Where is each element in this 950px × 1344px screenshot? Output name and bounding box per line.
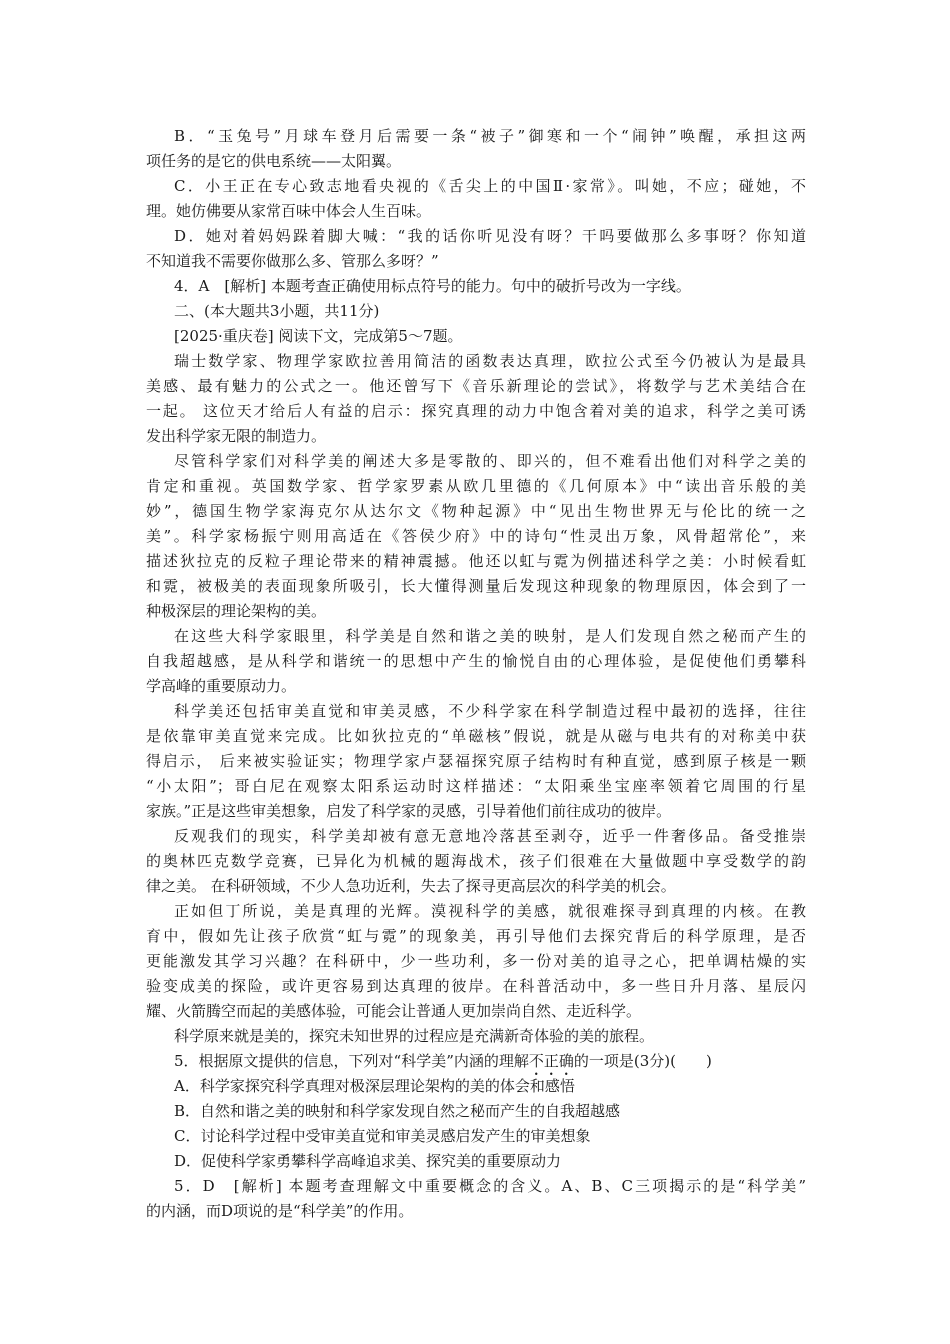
passage-p5-line-3: 律之美。 在科研领域，不少人急功近利，失去了探寻更高层次的科学美的机会。 [146, 877, 676, 895]
passage-p2-line-1: 尽管科学家们对科学美的阐述大多是零散的、即兴的，但不难看出他们对科学之美的 [174, 452, 806, 470]
passage-p6-line-4: 验变成美的探险，或许更容易到达真理的彼岸。在科普活动中，多一些日升月落、星辰闪 [146, 977, 806, 995]
option-b-line-1: B．“玉兔号”月球车登月后需要一条“被子”御寒和一个“闹钟”唤醒，承担这两 [174, 127, 806, 145]
option-b-line-2: 项任务的是它的供电系统——太阳翼。 [146, 152, 402, 170]
option-d-line-1: D．她对着妈妈跺着脚大喊：“我的话你听见没有呀？干吗要做那么多事呀？你知道 [174, 227, 806, 245]
option-c-line-1: C．小王正在专心致志地看央视的《舌尖上的中国Ⅱ·家常》。叫她，不应；碰她，不 [174, 177, 806, 195]
passage-p6-line-1: 正如但丁所说，美是真理的光辉。漠视科学的美感，就很难探寻到真理的内核。在教 [174, 902, 806, 920]
passage-p5-line-1: 反观我们的现实，科学美却被有意无意地冷落甚至剥夺，近乎一件奢侈品。备受推崇 [174, 827, 806, 845]
passage-p6-line-3: 更能激发其学习兴趣？在科研中，少一些功利，多一份对美的追寻之心，把单调枯燥的实 [146, 952, 806, 970]
passage-p2-line-3: 妙”，德国生物学家海克尔从达尔文《物种起源》中“见出生物世界无与伦比的统一之 [146, 502, 806, 520]
passage-p6-line-5: 耀、火箭腾空而起的美感体验，可能会让普通人更加崇尚自然、走近科学。 [146, 1002, 642, 1020]
option-c-line-2: 理。她仿佛要从家常百味中体会人生百味。 [146, 202, 432, 220]
passage-p3-line-1: 在这些大科学家眼里，科学美是自然和谐之美的映射，是人们发现自然之秘而产生的 [174, 627, 806, 645]
passage-p5-line-2: 的奥林匹克数学竞赛，已异化为机械的题海战术，孩子们很难在大量做题中享受数学的韵 [146, 852, 806, 870]
passage-p4-line-5: 家族。”正是这些审美想象，启发了科学家的灵感，引导着他们前往成功的彼岸。 [146, 802, 672, 820]
answer-4: 4．A [解析] 本题考查正确使用标点符号的能力。句中的破折号改为一字线。 [174, 277, 691, 295]
passage-p2-line-6: 和霓，被极美的表面现象所吸引，长大懂得测量后发现这种现象的物理原因，体会到了一 [146, 577, 806, 595]
option-d-line-2: 不知道我不需要你做那么多、管那么多呀？” [146, 252, 439, 270]
passage-p2-line-5: 描述狄拉克的反粒子理论带来的精神震撼。他还以虹与霓为例描述科学之美：小时候看虹 [146, 552, 806, 570]
question-5-emphasis: 不正确 [528, 1052, 574, 1070]
passage-p1-line-4: 发出科学家无限的制造力。 [146, 427, 327, 445]
question-5-tail: 的一项是(3分)( ) [573, 1052, 712, 1070]
answer-5-line-1: 5．D [解析] 本题考查理解文中重要概念的含义。A、B、C三项揭示的是“科学美” [174, 1177, 806, 1195]
question-5-option-d: D．促使科学家勇攀科学高峰追求美、探究美的重要原动力 [174, 1152, 562, 1170]
passage-p4-line-3: 得启示， 后来被实验证实；物理学家卢瑟福探究原子结构时有种直觉，感到原子核是一颗 [146, 752, 806, 770]
passage-p4-line-2: 是依靠审美直觉来完成。比如狄拉克的“单磁核”假说，就是从磁与电共有的对称美中获 [146, 727, 806, 745]
section-heading: 二、(本大题共3小题，共11分) [174, 302, 380, 320]
passage-p2-line-7: 种极深层的理论架构的美。 [146, 602, 327, 620]
passage-p7-line-1: 科学原来就是美的，探究未知世界的过程应是充满新奇体验的美的旅程。 [174, 1027, 655, 1045]
passage-p6-line-2: 育中，假如先让孩子欣赏“虹与霓”的现象美，再引导他们去探究背后的科学原理，是否 [146, 927, 806, 945]
passage-p3-line-2: 自我超越感，是从科学和谐统一的思想中产生的愉悦自由的心理体验，是促使他们勇攀科 [146, 652, 806, 670]
question-5-option-a: A．科学家探究科学真理对极深层理论架构的美的体会和感悟 [174, 1077, 575, 1095]
question-5-option-c: C．讨论科学过程中受审美直觉和审美灵感启发产生的审美想象 [174, 1127, 591, 1145]
passage-p1-line-1: 瑞士数学家、物理学家欧拉善用简洁的函数表达真理，欧拉公式至今仍被认为是最具 [174, 352, 806, 370]
reading-instruction: [2025·重庆卷] 阅读下文，完成第5～7题。 [174, 327, 463, 345]
question-5-stem: 5．根据原文提供的信息，下列对“科学美”内涵的理解 [174, 1052, 529, 1070]
passage-p4-line-1: 科学美还包括审美直觉和审美灵感，不少科学家在科学制造过程中最初的选择，往往 [174, 702, 806, 720]
passage-p3-line-3: 学高峰的重要原动力。 [146, 677, 297, 695]
passage-p4-line-4: “小太阳”；哥白尼在观察太阳系运动时这样描述：“太阳乘坐宝座率领着它周围的行星 [146, 777, 806, 795]
passage-p2-line-2: 肯定和重视。英国数学家、哲学家罗素从欧几里德的《几何原本》中“读出音乐般的美 [146, 477, 806, 495]
passage-p1-line-2: 美感、最有魅力的公式之一。他还曾写下《音乐新理论的尝试》，将数学与艺术美结合在 [146, 377, 806, 395]
question-5-option-b: B．自然和谐之美的映射和科学家发现自然之秘而产生的自我超越感 [174, 1102, 621, 1120]
answer-5-line-2: 的内涵，而D项说的是“科学美”的作用。 [146, 1202, 414, 1220]
passage-p2-line-4: 美”。科学家杨振宁则用高适在《答侯少府》中的诗句“性灵出万象，风骨超常伦”，来 [146, 527, 806, 545]
passage-p1-line-3: 一起。 这位天才给后人有益的启示：探究真理的动力中饱含着对美的追求，科学之美可诱 [146, 402, 806, 420]
